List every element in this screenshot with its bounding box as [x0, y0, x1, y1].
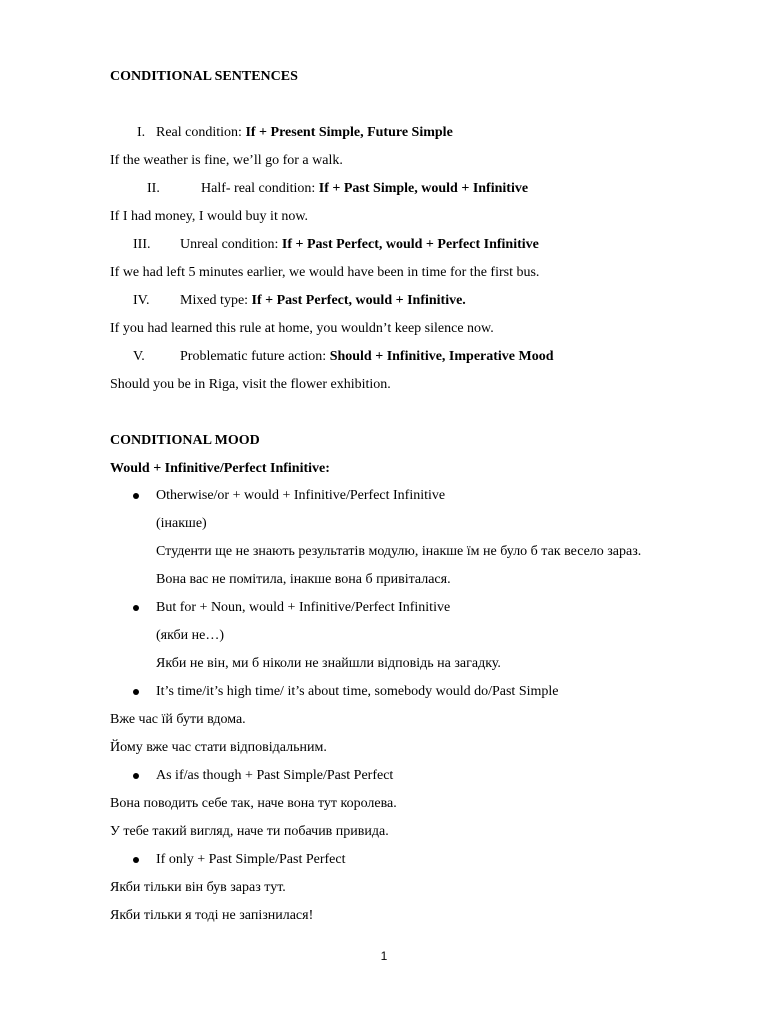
bullet-2-gloss: (якби не…): [156, 628, 225, 643]
condition-1-number: I.: [137, 125, 146, 140]
section-title-conditional-sentences: CONDITIONAL SENTENCES: [110, 69, 298, 84]
condition-formula: If + Past Perfect, would + Infinitive.: [251, 293, 466, 308]
bullet-3-text: It’s time/it’s high time/ it’s about time, somebody would do/Past Simple: [156, 684, 559, 699]
condition-label: Unreal condition:: [180, 237, 282, 252]
bullet-4-example-1: Вона поводить себе так, наче вона тут королева.: [110, 796, 397, 811]
bullet-3-example-1: Вже час їй бути вдома.: [110, 712, 246, 727]
bullet-1-example-1: Студенти ще не знають результатів модулю, інакше їм не було б так весело зараз.: [156, 544, 642, 559]
bullet-2-example-1: Якби не він, ми б ніколи не знайшли відповідь на загадку.: [156, 656, 501, 671]
condition-4-heading: [180, 292, 466, 310]
condition-4-number: IV.: [133, 293, 150, 308]
page-number: 1: [380, 949, 388, 963]
bullet-1-example-2: Вона вас не помітила, інакше вона б привіталася.: [156, 572, 451, 587]
condition-3-example: If we had left 5 minutes earlier, we would have been in time for the first bus.: [110, 265, 540, 280]
condition-2-heading: [201, 180, 528, 198]
condition-label: Half- real condition:: [201, 181, 319, 196]
condition-1-example: If the weather is fine, we’ll go for a walk.: [110, 153, 343, 168]
condition-4-example: If you had learned this rule at home, you wouldn’t keep silence now.: [110, 321, 494, 336]
bullet-4-example-2: У тебе такий вигляд, наче ти побачив привида.: [110, 824, 389, 839]
bullet-dot-icon: [133, 773, 139, 779]
section-subtitle: Would + Infinitive/Perfect Infinitive:: [110, 461, 330, 476]
condition-formula: If + Past Simple, would + Infinitive: [318, 181, 529, 196]
bullet-3-example-2: Йому вже час стати відповідальним.: [110, 740, 327, 755]
bullet-5-text: If only + Past Simple/Past Perfect: [156, 852, 346, 867]
bullet-4-text: As if/as though + Past Simple/Past Perfect: [156, 768, 394, 783]
condition-1-heading: [156, 124, 453, 142]
condition-formula: If + Present Simple, Future Simple: [245, 125, 453, 140]
condition-label: Real condition:: [156, 125, 246, 140]
condition-2-example: If I had money, I would buy it now.: [110, 209, 309, 224]
bullet-2-text: But for + Noun, would + Infinitive/Perfect Infinitive: [156, 600, 451, 615]
bullet-1-text: Otherwise/or + would + Infinitive/Perfect Infinitive: [156, 488, 446, 503]
condition-formula: If + Past Perfect, would + Perfect Infinitive: [281, 237, 539, 252]
condition-formula: Should + Infinitive, Imperative Mood: [329, 349, 554, 364]
bullet-1-gloss: (інакше): [156, 516, 207, 531]
bullet-dot-icon: [133, 605, 139, 611]
bullet-dot-icon: [133, 493, 139, 499]
condition-5-number: V.: [133, 349, 145, 364]
condition-2-number: II.: [147, 181, 160, 196]
condition-label: Mixed type:: [180, 293, 252, 308]
bullet-5-example-1: Якби тільки він був зараз тут.: [110, 880, 286, 895]
bullet-dot-icon: [133, 689, 139, 695]
condition-label: Problematic future action:: [180, 349, 330, 364]
condition-3-number: III.: [133, 237, 151, 252]
bullet-5-example-2: Якби тільки я тоді не запізнилася!: [110, 908, 314, 923]
condition-5-example: Should you be in Riga, visit the flower exhibition.: [110, 377, 391, 392]
bullet-dot-icon: [133, 857, 139, 863]
condition-3-heading: [180, 236, 539, 254]
condition-5-heading: [180, 348, 554, 366]
section-title-conditional-mood: CONDITIONAL MOOD: [110, 433, 260, 448]
